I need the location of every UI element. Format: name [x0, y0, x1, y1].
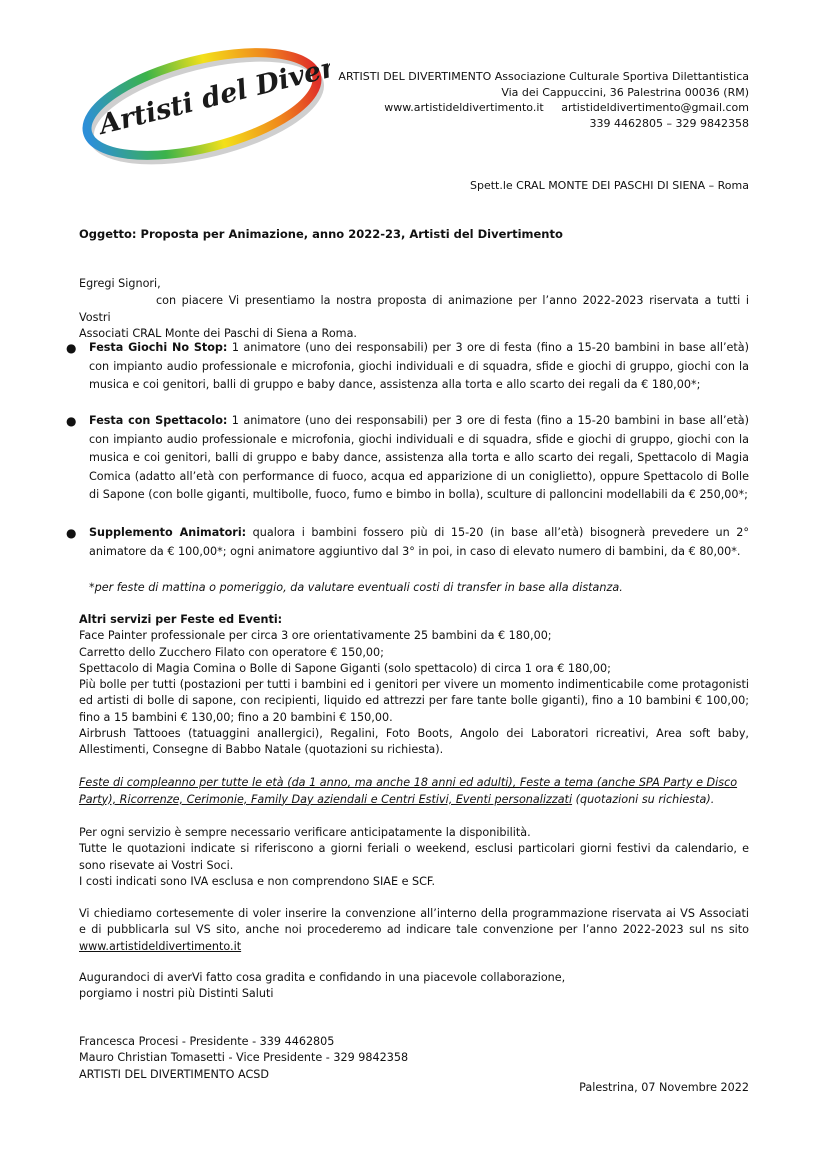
offer-text: 1 animatore (uno dei responsabili) per 3 ore di festa (fino a 15-20 bambini in base all’età) con impianto audio professionale e microfonia, giochi individuali e di squadra, sfide e giochi di gruppo, giochi con la musica e coi genitori, balli di gruppo e baby dance, assistenza alla torta e allo scarto dei regali da € 180,00*;: [89, 341, 749, 391]
service-line: Airbrush Tattooes (tatuaggini anallergici), Regalini, Foto Boots, Angolo dei Laboratori ricreativi, Area soft baby, Allestimenti, Consegne di Babbo Natale (quotazioni su richiesta).: [79, 727, 749, 757]
terms-line: I costi indicati sono IVA esclusa e non comprendono SIAE e SCF.: [79, 874, 436, 888]
request-text: Vi chiediamo cortesemente di voler inserire la convenzione all’interno della programmazione riservata ai VS Associati e di pubblicarla sul VS sito, anche noi procederemo ad indicare tale convenzione per l’anno 2022-2023 sul ns sito: [79, 907, 749, 937]
closing-line: Augurandoci di averVi fatto cosa gradita e confidando in una piacevole collaborazione,: [79, 971, 566, 984]
website-link[interactable]: www.artistideldivertimento.it: [384, 101, 544, 114]
terms-line: Tutte le quotazioni indicate si riferiscono a giorni feriali o weekend, esclusi particolari giorni festivi da calendario, e sono risevate ai Vostri Soci.: [79, 842, 749, 872]
terms-paragraph: [79, 825, 749, 890]
events-list: Feste di compleanno per tutte le età (da 1 anno, ma anche 18 anni ed adulti), Feste a tema (anche SPA Party e Disco Party), Ricorrenze, Cerimonie, Family Day aziendali e Centri Estivi, Eventi personalizzati: [79, 776, 738, 806]
intro-paragraph: [79, 293, 749, 343]
offer-item: [66, 524, 749, 561]
closing-line: porgiamo i nostri più Distinti Saluti: [79, 987, 274, 1001]
signature-line: Francesca Procesi - Presidente - 339 4462805: [79, 1035, 335, 1048]
service-line: Più bolle per tutti (postazioni per tutti i bambini ed i genitori per vivere un momento indimenticabile come protagonisti ed artisti di bolle di sapone, con recipienti, liquido ed attrezzi per fare tante bolle giganti), fino a 10 bambini € 100,00; fino a 15 bambini € 130,00; fino a 20 bambini € 150,00.: [79, 678, 749, 724]
events-paragraph: [79, 775, 749, 808]
request-paragraph: [79, 906, 749, 955]
offer-title: Supplemento Animatori:: [89, 526, 247, 539]
company-logo: [78, 38, 330, 168]
sender-address: Via dei Cappuccini, 36 Palestrina 00036 (RM): [501, 85, 749, 99]
offer-title: Festa Giochi No Stop:: [89, 341, 228, 354]
sender-phones: 339 4462805 – 329 9842358: [589, 116, 749, 130]
sender-header: [338, 69, 749, 131]
bullet-icon: ●: [66, 341, 77, 355]
service-line: Face Painter professionale per circa 3 ore orientativamente 25 bambini da € 180,00;: [79, 629, 552, 643]
closing-paragraph: [79, 970, 749, 1003]
other-services: [79, 612, 749, 759]
signature-line: Mauro Christian Tomasetti - Vice Presidente - 329 9842358: [79, 1051, 409, 1065]
offer-title: Festa con Spettacolo:: [89, 414, 228, 427]
recipient: Spett.le CRAL MONTE DEI PASCHI DI SIENA – Roma: [469, 179, 749, 192]
transfer-note: *per feste di mattina o pomeriggio, da valutare eventuali costi di transfer in base alla distanza.: [89, 581, 623, 594]
services-heading: Altri servizi per Feste ed Eventi:: [79, 613, 283, 626]
offer-item: [66, 339, 749, 395]
website-link[interactable]: www.artistideldivertimento.it: [79, 939, 242, 953]
email-link[interactable]: artistideldivertimento@gmail.com: [561, 101, 749, 114]
offer-text: 1 animatore (uno dei responsabili) per 3 ore di festa (fino a 15-20 bambini in base all’età) con impianto audio professionale e microfonia, giochi individuali e di squadra, sfide e giochi di gruppo, giochi con la musica e coi genitori, balli di gruppo e baby dance, assistenza alla torta e allo scarto dei regali, Spettacolo di Magia Comica (adatto all’età con performance di fuoco, acqua ed apparizione di un coniglietto), oppure Spettacolo di Bolle di Sapone (con bolle giganti, multibolle, fuoco, fumo e bimbo in bolla), sculture di palloncini modellabili da € 250,00*;: [89, 414, 749, 501]
offer-text: qualora i bambini fossero più di 15-20 (in base all’età) bisognerà prevedere un 2° animatore da € 100,00*; ogni animatore aggiuntivo dal 3° in poi, in caso di elevato numero di bambini, da € 80,00*.: [89, 526, 749, 558]
subject-line: Oggetto: Proposta per Animazione, anno 2022-23, Artisti del Divertimento: [79, 227, 563, 241]
events-suffix: (quotazioni su richiesta).: [572, 792, 715, 806]
service-line: Spettacolo di Magia Comina o Bolle di Sapone Giganti (solo spettacolo) di circa 1 ora € 180,00;: [79, 661, 611, 675]
intro-second-line: Associati CRAL Monte dei Paschi di Siena a Roma.: [79, 327, 357, 340]
sender-name: ARTISTI DEL DIVERTIMENTO Associazione Culturale Sportiva Dilettantistica: [338, 70, 749, 83]
service-line: Carretto dello Zucchero Filato con operatore € 150,00;: [79, 645, 384, 659]
signature-block: [79, 1034, 749, 1083]
bullet-icon: ●: [66, 414, 77, 428]
signature-line: ARTISTI DEL DIVERTIMENTO ACSD: [79, 1067, 270, 1081]
sender-contacts: [338, 100, 749, 116]
bullet-icon: ●: [66, 526, 77, 540]
intro-first-line: con piacere Vi presentiamo la nostra proposta di animazione per l’anno 2022-2023 riservata a tutti i Vostri: [79, 294, 749, 324]
salutation: Egregi Signori,: [79, 277, 161, 290]
letter-date: Palestrina, 07 Novembre 2022: [579, 1081, 749, 1094]
terms-line: Per ogni servizio è sempre necessario verificare anticipatamente la disponibilità.: [79, 826, 531, 839]
offer-item: [66, 412, 749, 505]
logo-text: Artisti del Divertimento: [96, 38, 330, 141]
